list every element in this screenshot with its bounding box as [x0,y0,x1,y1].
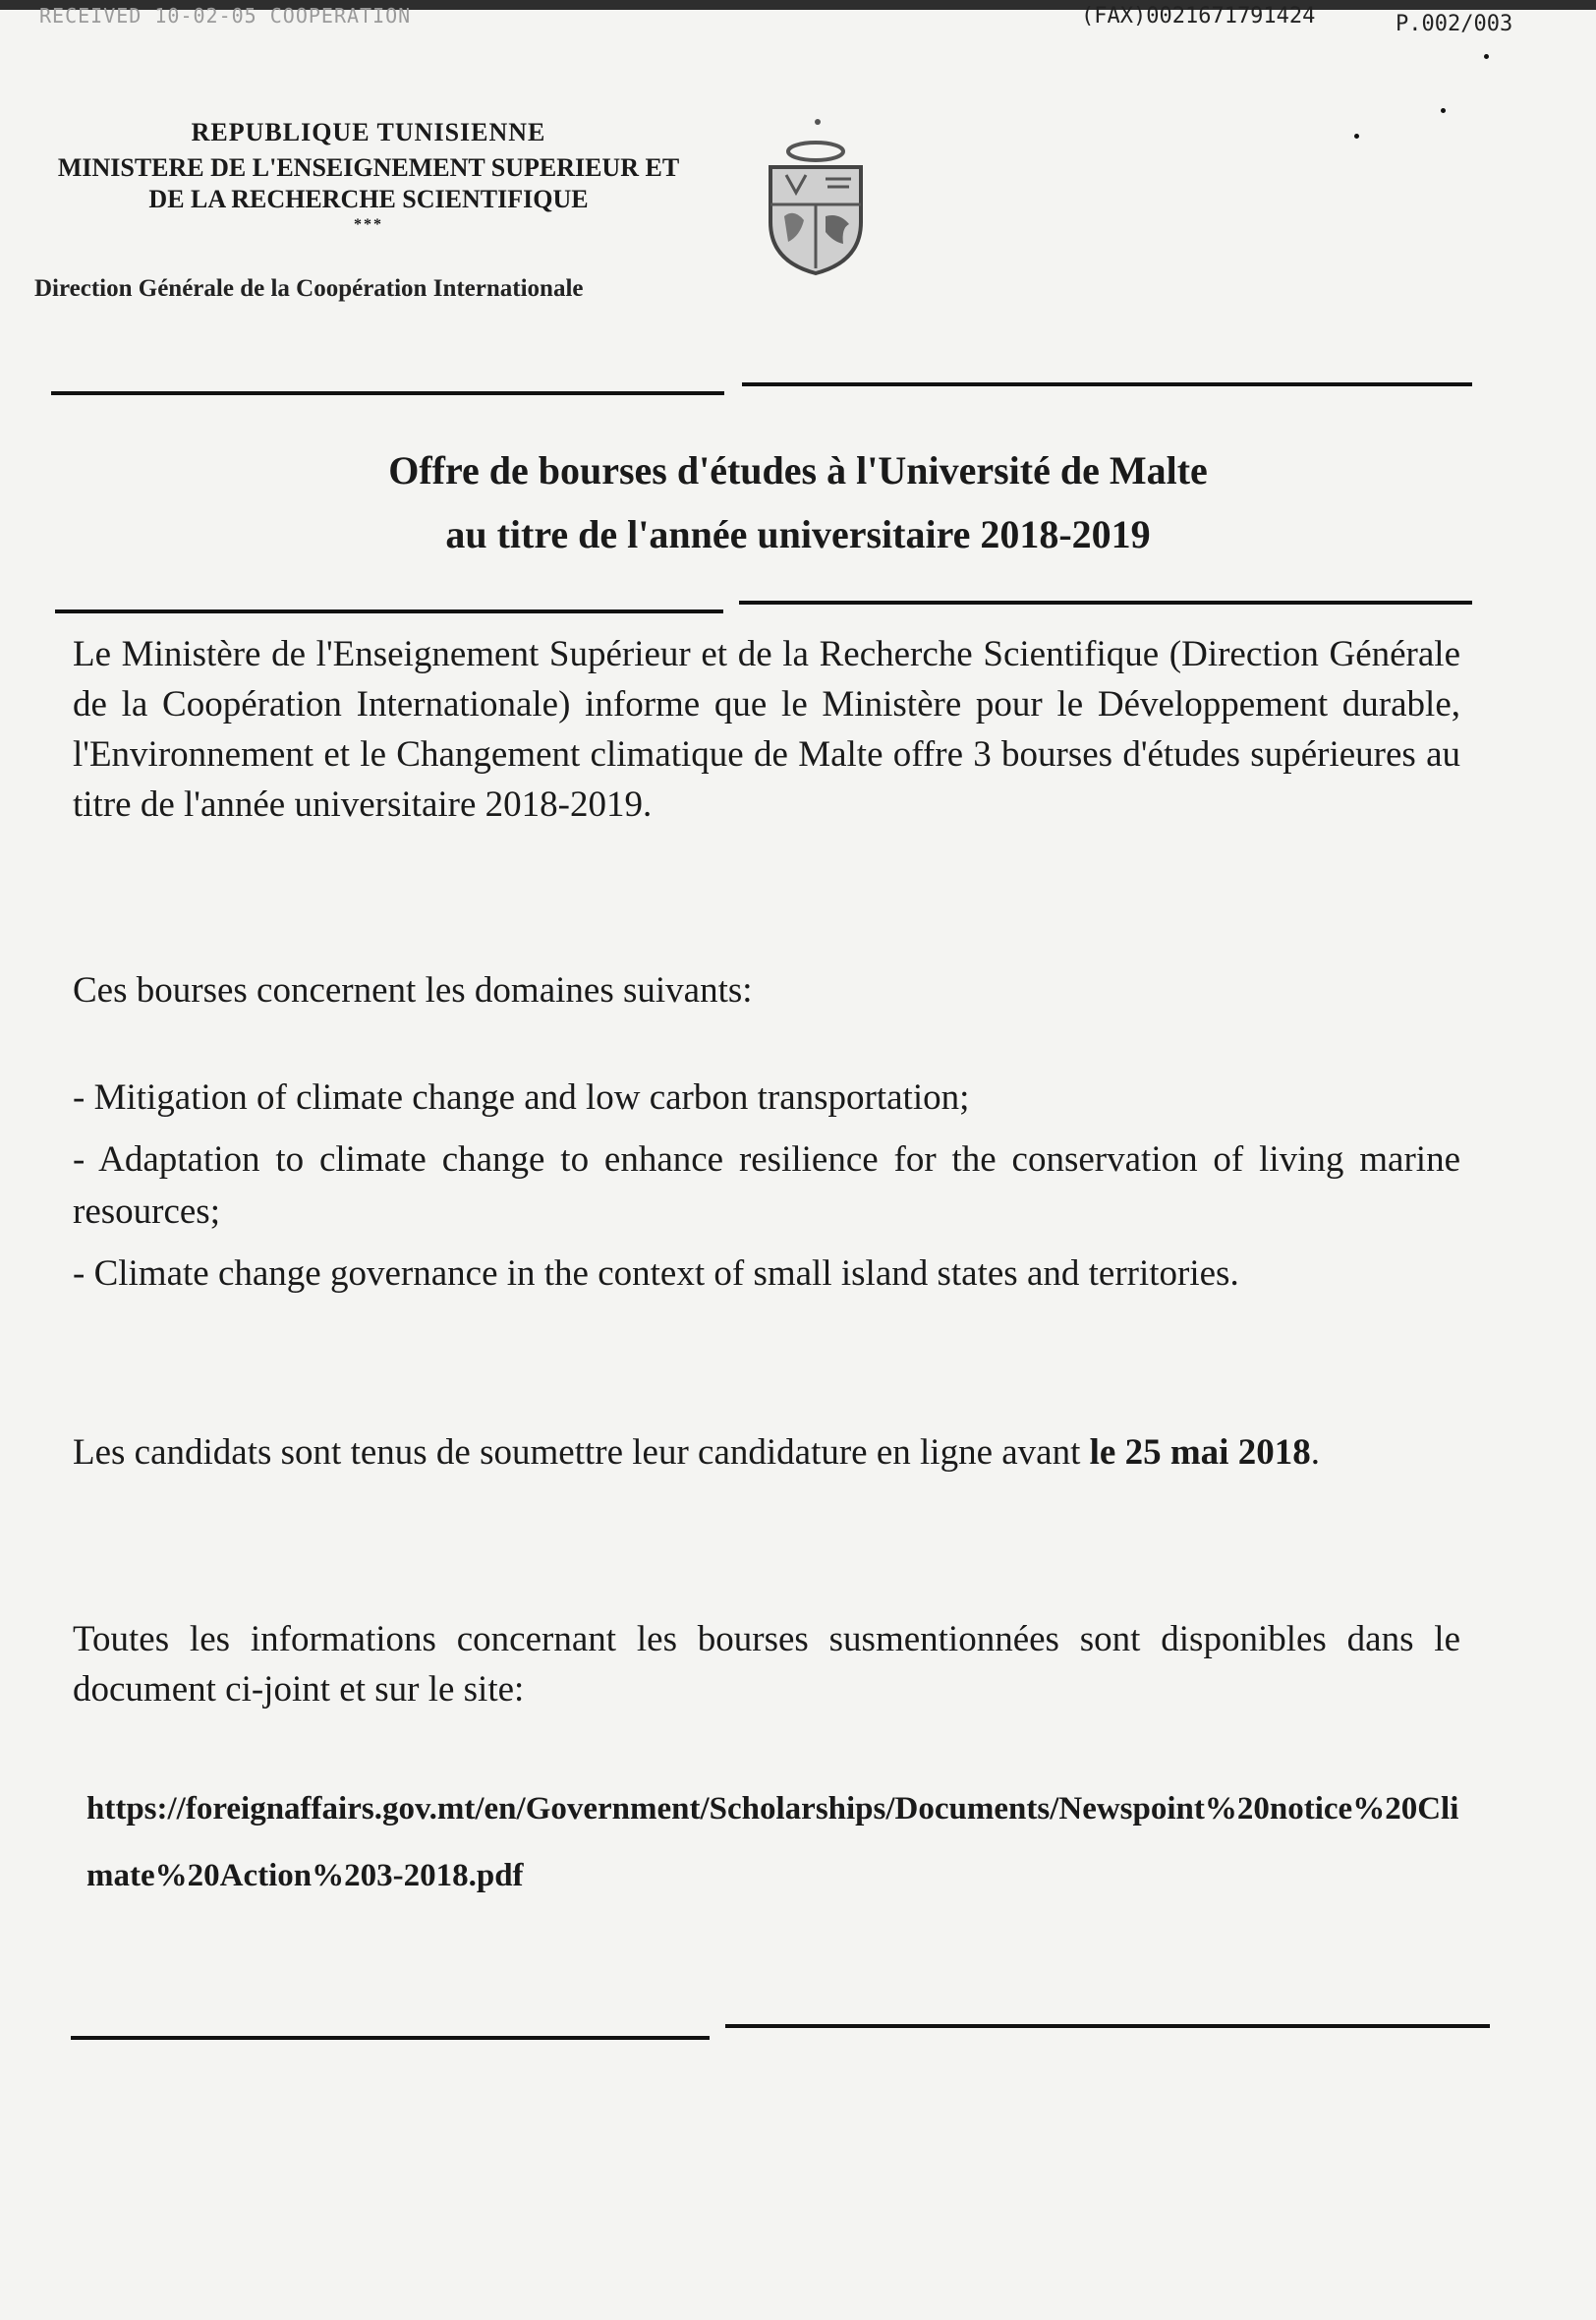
coat-of-arms-emblem [757,106,875,278]
fax-received-stamp: RECEIVED 10-02-05 COOPERATION [39,4,412,28]
speck-mark [1484,54,1489,59]
domains-list [73,1072,1460,1309]
speck-mark [1354,134,1359,139]
ministry-name-line1: MINISTERE DE L'ENSEIGNEMENT SUPERIEUR ET [57,153,680,182]
fax-number: (FAX)0021671791424 [1081,4,1316,29]
deadline-date: le 25 mai 2018 [1089,1432,1311,1473]
domain-item: - Mitigation of climate change and low carbon transportation; [73,1077,970,1118]
divider-line [742,382,1472,386]
deadline-period: . [1310,1432,1320,1473]
divider-line [739,601,1472,605]
letterhead [29,118,708,234]
document-title-line2: au titre de l'année universitaire 2018-2019 [445,512,1151,556]
fax-page-number: P.002/003 [1396,12,1513,36]
deadline-text: Les candidats sont tenus de soumettre leur candidature en ligne avant [73,1432,1090,1473]
info-paragraph: Toutes les informations concernant les bourses susmentionnées sont disponibles dans le document ci-joint et sur le site: [73,1619,1460,1710]
speck-mark [1441,108,1446,113]
domain-item: - Climate change governance in the context of small island states and territories. [73,1253,1239,1294]
ministry-name-line2: DE LA RECHERCHE SCIENTIFIQUE [148,185,589,213]
deadline-paragraph [73,1427,1460,1478]
direction-name: Direction Générale de la Coopération Internationale [34,275,584,302]
letterhead-ornament: *** [354,216,383,233]
country-name: REPUBLIQUE TUNISIENNE [191,118,546,146]
domains-intro: Ces bourses concernent les domaines suivants: [73,970,753,1011]
divider-line [71,2036,710,2040]
scholarship-url[interactable]: https://foreignaffairs.gov.mt/en/Government/Scholarships/Documents/Newspoint%20notice%20Climate%20Action%203-2018.pdf [86,1791,1459,1893]
divider-line [55,609,723,613]
document-title-line1: Offre de bourses d'études à l'Université de Malte [388,448,1208,493]
intro-paragraph: Le Ministère de l'Enseignement Supérieur et de la Recherche Scientifique (Direction Générale de la Coopération Internationale) informe que le Ministère pour le Développement durable, l'Environnement et le Changement climatique de Malte offre 3 bourses d'études supérieures au titre de l'année universitaire 2018-2019. [73,634,1460,825]
divider-line [725,2024,1490,2028]
divider-line [51,391,724,395]
domain-item: - Adaptation to climate change to enhance resilience for the conservation of living marine resources; [73,1139,1460,1232]
